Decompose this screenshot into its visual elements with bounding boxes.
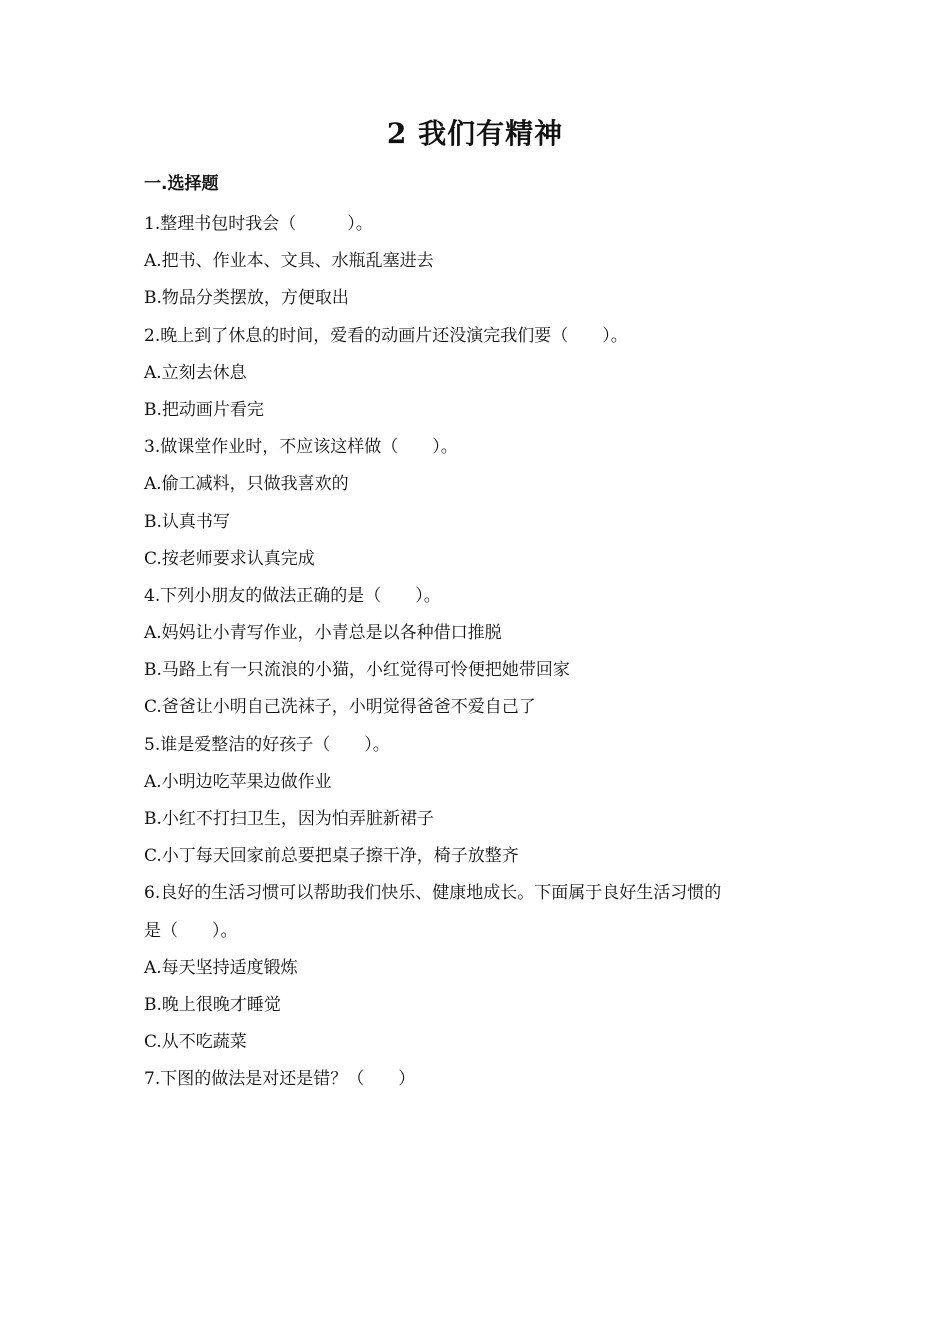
question-1-option-a: A.把书、作业本、文具、水瓶乱塞进去 [144,251,434,272]
question-7: 7.下图的做法是对还是错？（ ） [144,1069,416,1090]
section-heading: 一.选择题 [144,174,219,194]
question-4-option-a: A.妈妈让小青写作业，小青总是以各种借口推脱 [144,623,502,644]
question-2-option-a: A.立刻去休息 [144,362,247,383]
question-6-option-a: A.每天坚持适度锻炼 [144,957,298,978]
question-5-option-c: C.小丁每天回家前总要把桌子擦干净，椅子放整齐 [144,846,519,867]
question-3: 3.做课堂作业时，不应该这样做（ ）。 [144,437,458,458]
question-3-option-a: A.偷工减料，只做我喜欢的 [144,474,349,495]
question-5-option-b: B.小红不打扫卫生，因为怕弄脏新裙子 [144,809,434,829]
question-4: 4.下列小朋友的做法正确的是（ ）。 [144,585,441,606]
question-5: 5.谁是爱整洁的好孩子（ ）。 [144,734,390,755]
page-title: 2 我们有精神 [386,117,564,150]
question-6-option-b: B.晚上很晚才睡觉 [144,994,281,1015]
question-5-option-a: A.小明边吃苹果边做作业 [144,771,332,792]
question-1: 1.整理书包时我会（ ）。 [144,214,373,234]
question-2: 2.晚上到了休息的时间，爱看的动画片还没演完我们要（ ）。 [144,325,628,346]
question-6-continued: 是（ ）。 [144,920,238,941]
question-list [144,206,806,1099]
question-4-option-c: C.爸爸让小明自己洗袜子，小明觉得爸爸不爱自己了 [144,697,536,718]
question-1-option-b: B.物品分类摆放，方便取出 [144,288,349,309]
question-3-option-b: B.认真书写 [144,511,230,532]
question-4-option-b: B.马路上有一只流浪的小猫，小红觉得可怜便把她带回家 [144,660,570,681]
question-3-option-c: C.按老师要求认真完成 [144,548,315,569]
question-2-option-b: B.把动画片看完 [144,399,264,420]
question-6-option-c: C.从不吃蔬菜 [144,1032,247,1053]
question-6: 6.良好的生活习惯可以帮助我们快乐、健康地成长。下面属于良好生活习惯的 [144,883,722,904]
